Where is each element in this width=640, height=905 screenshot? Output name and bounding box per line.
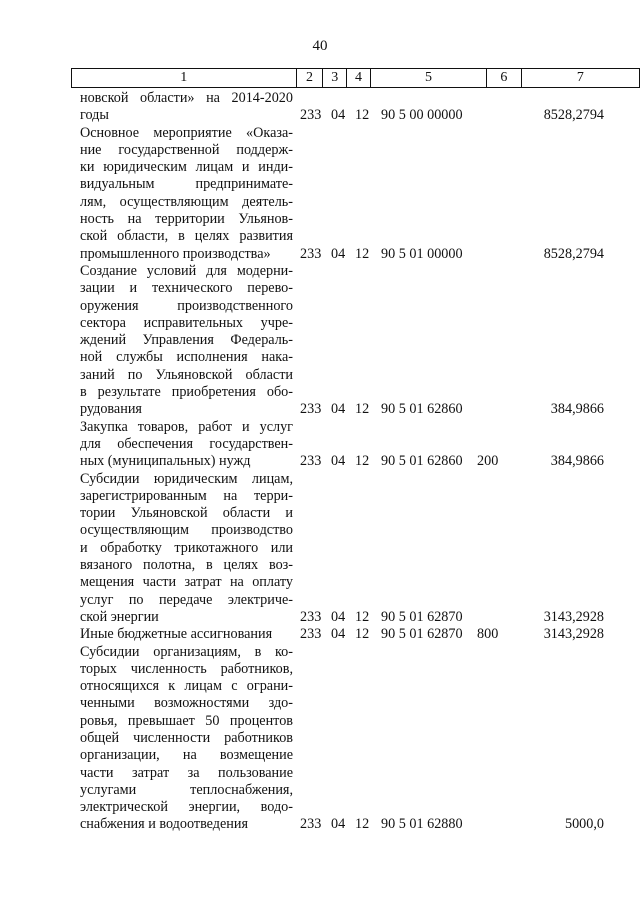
description-line: мещения части затрат на оплату [80,574,293,591]
description-line: Иные бюджетные ассигнования [80,626,273,643]
code-subsection: 12 [355,401,370,418]
code-section: 04 [331,453,346,470]
code-target-article: 90 5 01 62870 [381,626,463,643]
description-line: тории Ульяновской области и [80,505,293,522]
description-line: Создание условий для модерни- [80,262,293,279]
description-line: для обеспечения государствен- [80,435,293,452]
amount: 384,9866 [550,453,604,470]
amount: 8528,2794 [543,245,604,262]
description-line: услугами теплоснабжения, [80,781,293,798]
table-row [0,90,640,125]
row-description [80,471,293,627]
description-line: заний по Ульяновской области [80,366,293,383]
table-row [0,419,640,471]
code-target-article: 90 5 01 62880 [381,816,463,833]
code-subsection: 12 [355,107,370,124]
description-line: оружения производственного [80,297,293,314]
description-line: зации и технического перево- [80,280,293,297]
code-expense-type: 800 [477,626,499,643]
page-number: 40 [312,38,328,54]
description-line: видуальным предпринимате- [80,176,293,193]
description-line: ных (муниципальных) нужд [80,453,251,470]
code-gr: 233 [300,107,322,124]
code-target-article: 90 5 01 62870 [381,608,463,625]
description-line: снабжения и водоотведения [80,816,249,833]
code-gr: 233 [300,816,322,833]
code-subsection: 12 [355,816,370,833]
code-target-article: 90 5 00 00000 [381,107,463,124]
description-line: части затрат за пользование [80,764,293,781]
description-line: услуг по передаче электриче- [80,591,293,608]
budget-table-body [0,90,640,834]
code-gr: 233 [300,245,322,262]
description-line: Закупка товаров, работ и услуг [80,418,293,435]
row-description [80,644,293,834]
amount: 3143,2928 [543,608,604,625]
amount: 8528,2794 [543,107,604,124]
code-section: 04 [331,245,346,262]
description-line: ской энергии [80,608,159,625]
row-description [80,263,293,419]
code-gr: 233 [300,401,322,418]
description-line: ки юридическим лицам и инди- [80,159,293,176]
amount: 3143,2928 [543,626,604,643]
description-line: Основное мероприятие «Оказа- [80,124,293,141]
header-col-3: 3 [323,69,347,88]
description-line: электрической энергии, водо- [80,799,293,816]
code-section: 04 [331,608,346,625]
header-col-1: 1 [72,69,297,88]
table-row [0,263,640,419]
table-header [71,68,640,88]
code-target-article: 90 5 01 62860 [381,453,463,470]
description-line: новской области» на 2014-2020 [80,90,293,106]
code-gr: 233 [300,608,322,625]
amount: 5000,0 [564,816,604,833]
description-line: Субсидии юридическим лицам, [80,470,293,487]
table-row [0,471,640,627]
description-line: в результате приобретения обо- [80,384,293,401]
code-target-article: 90 5 01 00000 [381,245,463,262]
table-row [0,626,640,643]
code-gr: 233 [300,453,322,470]
description-line: годы [80,107,109,124]
code-target-article: 90 5 01 62860 [381,401,463,418]
description-line: организации, на возмещение [80,747,293,764]
header-col-6: 6 [487,69,522,88]
description-line: ние государственной поддерж- [80,141,293,158]
code-section: 04 [331,401,346,418]
description-line: промышленного производства» [80,245,271,262]
code-subsection: 12 [355,245,370,262]
table-row [0,125,640,263]
description-line: вязаного полотна, в целях воз- [80,557,293,574]
description-line: и обработку трикотажного или [80,539,293,556]
description-line: ность на территории Ульянов- [80,211,293,228]
description-line: ной службы исполнения нака- [80,349,293,366]
row-description [80,125,293,263]
description-line: ченными возможностями здо- [80,695,293,712]
description-line: ской области, в целях развития [80,228,293,245]
code-section: 04 [331,626,346,643]
header-col-2: 2 [296,69,323,88]
code-section: 04 [331,816,346,833]
table-row [0,644,640,834]
code-gr: 233 [300,626,322,643]
description-line: осуществляющим производство [80,522,293,539]
description-line: ровья, превышает 50 процентов [80,712,293,729]
code-section: 04 [331,107,346,124]
code-expense-type: 200 [477,453,499,470]
header-col-5: 5 [370,69,486,88]
code-subsection: 12 [355,453,370,470]
description-line: относящихся к лицам с ограни- [80,678,293,695]
description-line: зарегистрированным на терри- [80,487,293,504]
code-subsection: 12 [355,626,370,643]
description-line: сектора исправительных учре- [80,314,293,331]
amount: 384,9866 [550,401,604,418]
description-line: Субсидии организациям, в ко- [80,643,293,660]
header-col-4: 4 [347,69,371,88]
header-col-7: 7 [521,69,639,88]
description-line: рудования [80,401,142,418]
description-line: ждений Управления Федераль- [80,332,293,349]
description-line: лям, осуществляющим деятель- [80,193,293,210]
code-subsection: 12 [355,608,370,625]
description-line: общей численности работников [80,729,293,746]
description-line: торых численность работников, [80,660,293,677]
